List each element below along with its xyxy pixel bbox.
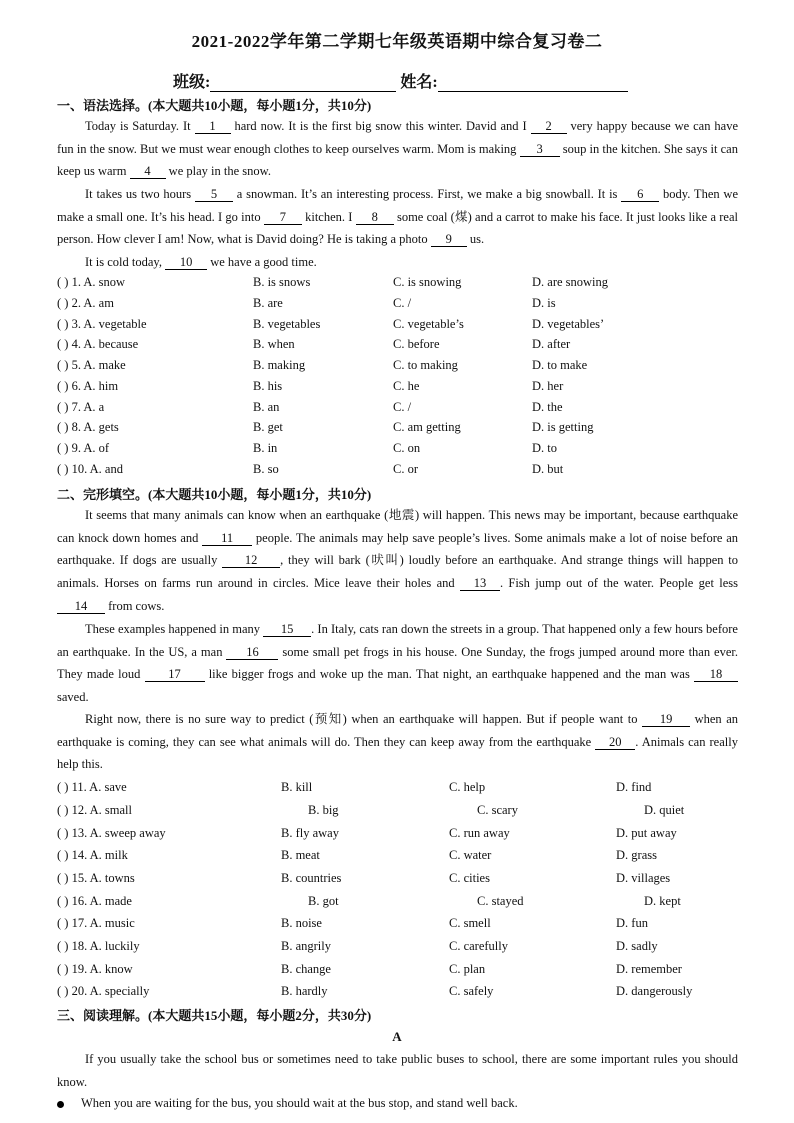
option-d: D. sadly [616, 939, 658, 953]
option-b: B. vegetables [253, 317, 321, 331]
question-row[interactable] [57, 275, 757, 295]
text: soup in the kitchen. She says it can keep us warm [57, 141, 738, 179]
question-row[interactable] [57, 871, 757, 891]
option-c: C. he [393, 379, 420, 393]
question-row[interactable] [57, 826, 757, 846]
option-a: ( ) 18. A. luckily [57, 939, 140, 953]
option-b: B. change [281, 962, 331, 976]
text: a snowman. It’s an interesting process. First, we make a big snowball. It is [232, 187, 622, 201]
blank-20[interactable]: 20 [595, 735, 635, 750]
text: . Fish jump out of the water. People get less [499, 576, 738, 591]
option-d: D. grass [616, 848, 657, 862]
question-row[interactable] [57, 462, 757, 482]
blank-2[interactable]: 2 [531, 119, 567, 134]
text: , they will bark (吠叫) loudly before an earthquake. And strange things will happen to animals. Horses on farms run around in circles. Mice leave their holes and [57, 553, 738, 591]
question-row[interactable] [57, 358, 757, 378]
blank-7[interactable]: 7 [264, 210, 302, 225]
option-c: C. smell [449, 916, 491, 930]
text: . Animals can really help this. [57, 734, 738, 772]
option-c: C. water [449, 848, 492, 862]
option-b: B. in [253, 441, 278, 455]
option-c: C. run away [449, 826, 510, 840]
option-a: ( ) 10. A. and [57, 462, 123, 476]
text: saved. [57, 690, 89, 705]
blank-11[interactable]: 11 [202, 531, 252, 546]
option-c: C. stayed [477, 894, 524, 908]
section-2-paragraph-2 [57, 618, 738, 709]
text: some small pet frogs in his house. One Sunday, the frogs jumped around more than ever. They made loud [57, 644, 739, 682]
option-b: B. noise [281, 916, 322, 930]
text: hard now. It is the first big snow this winter. David and I [230, 119, 531, 133]
option-a: ( ) 5. A. make [57, 358, 126, 372]
option-a: ( ) 2. A. am [57, 296, 114, 310]
text: from cows. [105, 598, 165, 613]
option-a: ( ) 20. A. specially [57, 984, 150, 998]
blank-19[interactable]: 19 [642, 712, 690, 727]
option-d: D. vegetables’ [532, 317, 605, 331]
question-row[interactable] [57, 317, 757, 337]
option-b: B. get [253, 420, 283, 434]
text: very happy because we can have fun in the snow. But we must wear enough clothes to keep ourselves warm. Mom is making [57, 119, 738, 156]
question-row[interactable] [57, 420, 757, 440]
option-c: C. help [449, 780, 486, 794]
option-c: C. cities [449, 871, 490, 885]
option-c: C. to making [393, 358, 458, 372]
text: These examples happened in many [85, 622, 264, 636]
option-b: B. meat [281, 848, 320, 862]
option-b: B. making [253, 358, 306, 372]
question-row[interactable] [57, 379, 757, 399]
option-c: C. vegetable’s [393, 317, 464, 331]
bullet-icon [57, 1101, 64, 1108]
option-d: D. kept [644, 894, 681, 908]
option-c: C. am getting [393, 420, 461, 434]
blank-6[interactable]: 6 [621, 187, 659, 202]
question-row[interactable] [57, 296, 757, 316]
class-label: 班级: [173, 74, 211, 91]
option-a: ( ) 14. A. milk [57, 848, 128, 862]
section-1-heading: 一、语法选择。(本大题共10小题，每小题1分，共10分) [57, 98, 372, 113]
option-a: ( ) 19. A. know [57, 962, 133, 976]
option-b: B. his [253, 379, 283, 393]
section-1-paragraph-1 [57, 115, 738, 183]
option-b: B. are [253, 296, 283, 310]
option-d: D. find [616, 780, 652, 794]
option-b: B. big [308, 803, 339, 817]
question-row[interactable] [57, 916, 757, 936]
option-d: D. remember [616, 962, 682, 976]
text: us. [466, 232, 485, 247]
option-d: D. is getting [532, 420, 594, 434]
question-row[interactable] [57, 984, 757, 1004]
option-a: ( ) 16. A. made [57, 894, 132, 908]
option-d: D. villages [616, 871, 671, 885]
blank-1[interactable]: 1 [195, 119, 231, 134]
option-b: B. kill [281, 780, 313, 794]
option-d: D. to [532, 441, 557, 455]
section-3-paragraph-1: If you usually take the school bus or sometimes need to take public buses to school, there are some important rules you should know. [57, 1052, 738, 1089]
rule-bullet-1 [57, 1096, 518, 1111]
option-a: ( ) 11. A. save [57, 780, 127, 794]
text: Today is Saturday. It [85, 119, 195, 133]
option-c: C. on [393, 441, 421, 455]
text: we play in the snow. [165, 164, 271, 179]
blank-15[interactable]: 15 [263, 622, 311, 637]
text: people. The animals may help save people’s lives. Some animals make a lot of noise before an earthquake. If dogs are usually [57, 530, 738, 568]
text: like bigger frogs and woke up the man. That night, an earthquake happened and the man was [204, 667, 694, 682]
option-b: B. hardly [281, 984, 328, 998]
option-d: D. put away [616, 826, 677, 840]
blank-5[interactable]: 5 [195, 187, 233, 202]
blank-17[interactable]: 17 [145, 667, 205, 682]
option-a: ( ) 8. A. gets [57, 420, 119, 434]
text: It seems that many animals can know when an earthquake (地震) will happen. This news may be important, because earthquake can knock down homes and [57, 508, 738, 545]
option-a: ( ) 1. A. snow [57, 275, 126, 289]
option-a: ( ) 6. A. him [57, 379, 119, 393]
page-title: 2021-2022学年第二学期七年级英语期中综合复习卷二 [191, 32, 603, 51]
option-a: ( ) 4. A. because [57, 337, 139, 351]
option-b: B. countries [281, 871, 342, 885]
option-c: C. carefully [449, 939, 509, 953]
question-row[interactable] [57, 780, 757, 800]
option-d: D. but [532, 462, 564, 476]
name-label: 姓名: [400, 74, 438, 91]
name-row [173, 69, 628, 92]
blank-16[interactable]: 16 [226, 645, 278, 660]
question-row[interactable] [57, 337, 757, 357]
option-d: D. her [532, 379, 564, 393]
option-c: C. before [393, 337, 440, 351]
option-c: C. / [393, 296, 412, 310]
text: It is cold today, [85, 255, 166, 269]
blank-4[interactable]: 4 [130, 164, 166, 179]
text: kitchen. I [301, 209, 356, 224]
text: It takes us two hours [85, 187, 195, 201]
section-2-paragraph-3 [57, 708, 738, 776]
option-a: ( ) 7. A. a [57, 400, 105, 414]
question-row[interactable] [57, 441, 757, 461]
question-row[interactable] [57, 400, 757, 420]
text: some coal (煤) and a carrot to make his face. It just looks like a real person. How clever I am! Now, what is David doing? He is taking a photo [57, 209, 738, 247]
option-d: D. after [532, 337, 571, 351]
option-b: B. so [253, 462, 279, 476]
option-b: B. got [308, 894, 339, 908]
option-d: D. is [532, 296, 556, 310]
option-b: B. is snows [253, 275, 311, 289]
blank-14[interactable]: 14 [57, 599, 105, 614]
option-c: C. plan [449, 962, 486, 976]
option-d: D. are snowing [532, 275, 609, 289]
blank-13[interactable]: 13 [460, 576, 500, 591]
blank-12[interactable]: 12 [222, 553, 280, 568]
option-c: C. safely [449, 984, 494, 998]
blank-3[interactable]: 3 [520, 142, 560, 157]
text: . In Italy, cats ran down the streets in a group. That happened only a few hours before an earthquake. In the US, a man [57, 622, 738, 659]
option-d: D. fun [616, 916, 648, 930]
option-a: ( ) 12. A. small [57, 803, 132, 817]
option-c: C. / [393, 400, 412, 414]
section-2-paragraph-1 [57, 504, 738, 618]
rule-text: When you are waiting for the bus, you should wait at the bus stop, and stand well back. [81, 1096, 518, 1110]
option-d: D. to make [532, 358, 588, 372]
section-1-paragraph-3 [57, 251, 738, 274]
text: when an earthquake is coming, they can see what animals will do. Then they can keep away from the earthquake [57, 712, 739, 749]
option-a: ( ) 9. A. of [57, 441, 110, 455]
section-2-heading: 二、完形填空。(本大题共10小题，每小题1分，共10分) [57, 487, 372, 502]
option-b: B. when [253, 337, 295, 351]
option-b: B. an [253, 400, 280, 414]
option-a: ( ) 3. A. vegetable [57, 317, 147, 331]
passage-label: A [392, 1029, 402, 1044]
text: Right now, there is no sure way to predict (预知) when an earthquake will happen. But if people want to [85, 712, 643, 726]
option-a: ( ) 17. A. music [57, 916, 135, 930]
blank-18[interactable]: 18 [694, 667, 738, 682]
text: we have a good time. [207, 255, 317, 269]
blank-10[interactable]: 10 [165, 255, 207, 270]
question-row[interactable] [57, 939, 757, 959]
option-a: ( ) 15. A. towns [57, 871, 135, 885]
option-c: C. is snowing [393, 275, 462, 289]
option-b: B. fly away [281, 826, 339, 840]
text: body. Then we make a small one. It’s his head. I go into [57, 187, 738, 224]
option-a: ( ) 13. A. sweep away [57, 826, 166, 840]
question-row[interactable] [57, 894, 757, 914]
class-blank[interactable] [210, 75, 396, 92]
question-row[interactable] [57, 803, 757, 823]
section-3-heading: 三、阅读理解。(本大题共15小题，每小题2分，共30分) [57, 1008, 372, 1023]
option-d: D. dangerously [616, 984, 693, 998]
option-c: C. or [393, 462, 418, 476]
option-d: D. the [532, 400, 563, 414]
question-row[interactable] [57, 848, 757, 868]
name-blank[interactable] [438, 75, 628, 92]
option-d: D. quiet [644, 803, 685, 817]
option-b: B. angrily [281, 939, 331, 953]
option-c: C. scary [477, 803, 518, 817]
blank-9[interactable]: 9 [431, 232, 467, 247]
question-row[interactable] [57, 962, 757, 982]
section-1-paragraph-2 [57, 183, 738, 251]
blank-8[interactable]: 8 [356, 210, 394, 225]
